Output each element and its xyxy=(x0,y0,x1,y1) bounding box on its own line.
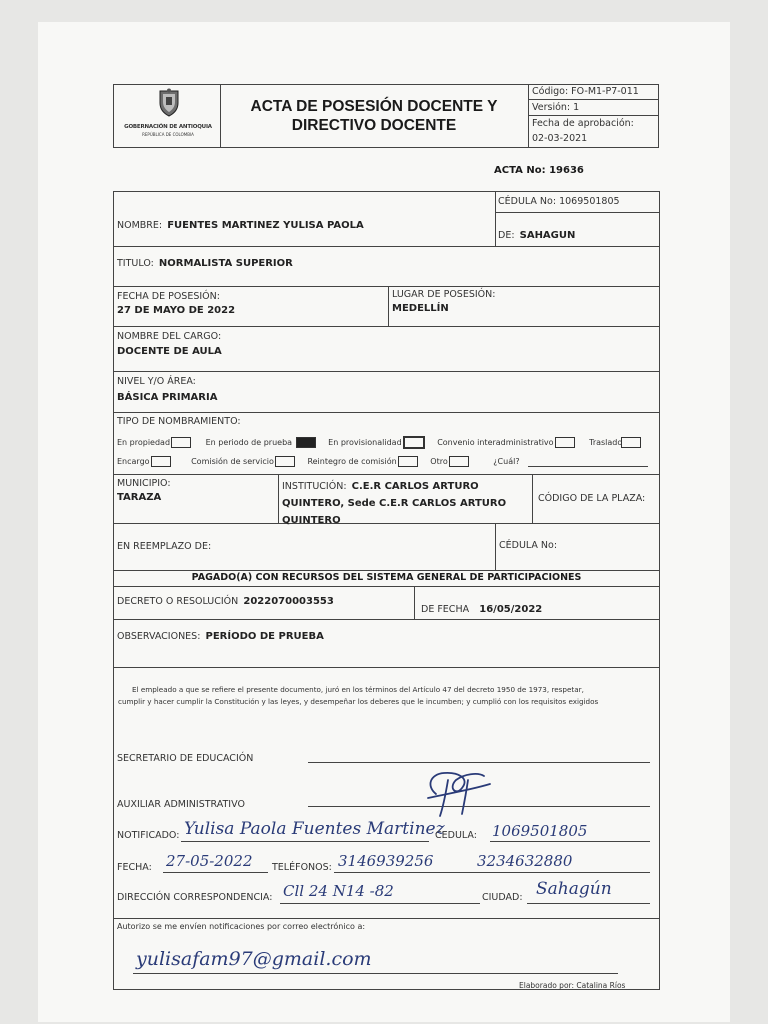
institucion-field: INSTITUCIÓN: C.E.R CARLOS ARTURO QUINTERO, Sede C.E.R CARLOS ARTURO QUINTERO xyxy=(282,481,507,526)
nombre-field: NOMBRE: FUENTES MARTINEZ YULISA PAOLA xyxy=(117,220,364,231)
checkbox-reintegro[interactable] xyxy=(398,456,418,467)
document-title-line1: ACTA DE POSESIÓN DOCENTE Y xyxy=(250,98,498,115)
auxiliar-signature xyxy=(418,768,494,824)
checkbox-provisionalidad[interactable] xyxy=(403,436,425,449)
direccion-value: Cll 24 N14 -82 xyxy=(283,882,394,900)
fecha-posesion-value: 27 DE MAYO DE 2022 xyxy=(117,305,236,316)
reemplazo-label: EN REEMPLAZO DE: xyxy=(117,541,212,552)
acta-number: ACTA No: 19636 xyxy=(494,165,584,176)
checkbox-propiedad[interactable] xyxy=(171,437,191,448)
cedula-notificado-label: CEDULA: xyxy=(435,830,477,841)
cargo-value: DOCENTE DE AULA xyxy=(117,346,222,357)
codigo-plaza-label: CÓDIGO DE LA PLAZA: xyxy=(538,493,646,504)
auxiliar-label: AUXILIAR ADMINISTRATIVO xyxy=(117,799,245,810)
checkbox-comision[interactable] xyxy=(275,456,295,467)
cedula-reemplazo-label: CÉDULA No: xyxy=(499,540,558,551)
fecha-value: 27-05-2022 xyxy=(166,852,253,870)
notificado-value: Yulisa Paola Fuentes Martinez xyxy=(184,819,445,839)
oath-text: El empleado a que se refiere el presente documento, juró en los términos del Artículo 47 del decreto 1950 de 1973, respetar, cumplir y hacer cumplir la Constitución y las leyes, y desempeñar los deberes que le incumben; y cumplió con los requisitos exigidos xyxy=(118,685,599,706)
checkbox-convenio[interactable] xyxy=(555,437,575,448)
nivel-label: NIVEL Y/O ÁREA: xyxy=(117,376,196,387)
de-field: DE: SAHAGUN xyxy=(498,230,576,241)
municipio-value: TARAZA xyxy=(117,492,162,503)
cedula-notificado-value: 1069501805 xyxy=(492,822,588,840)
titulo-field: TITULO: NORMALISTA SUPERIOR xyxy=(117,258,293,269)
municipio-label: MUNICIPIO: xyxy=(117,478,171,489)
lugar-posesion-value: MEDELLÍN xyxy=(392,303,449,314)
fecha-posesion-label: FECHA DE POSESIÓN: xyxy=(117,291,220,302)
elaborado-por: Elaborado por: Catalina Ríos xyxy=(519,981,626,990)
autorizo-text: Autorizo se me envíen notificaciones por correo electrónico a: xyxy=(117,922,366,931)
pagado-banner: PAGADO(A) CON RECURSOS DEL SISTEMA GENERAL DE PARTICIPACIONES xyxy=(191,572,582,583)
tipo-options-row2: Encargo Comisión de servicio Reintegro de comisión Otro ¿Cuál? xyxy=(117,457,520,466)
ciudad-label: CIUDAD: xyxy=(482,892,523,903)
cargo-label: NOMBRE DEL CARGO: xyxy=(117,331,222,342)
form-version: Versión: 1 xyxy=(532,102,580,113)
tipo-options-row1: En propiedad En periodo de prueba En provisionalidad Convenio interadministrativo Traslado xyxy=(117,436,647,449)
ciudad-value: Sahagún xyxy=(536,879,612,899)
secretario-label: SECRETARIO DE EDUCACIÓN xyxy=(117,753,254,764)
approval-date-label: Fecha de aprobación: xyxy=(532,118,634,129)
telefono-2: 3234632880 xyxy=(477,852,573,870)
checkbox-periodo-prueba[interactable] xyxy=(296,437,316,448)
telefono-1: 3146939256 xyxy=(338,852,434,870)
secretario-signature-line xyxy=(308,762,650,763)
lugar-posesion-label: LUGAR DE POSESIÓN: xyxy=(392,289,496,300)
cedula-field: CÉDULA No: 1069501805 xyxy=(498,196,620,207)
form-code: Código: FO-M1-P7-011 xyxy=(532,86,639,97)
email-value: yulisafam97@gmail.com xyxy=(136,948,372,970)
nivel-value: BÁSICA PRIMARIA xyxy=(117,392,218,403)
checkbox-traslado[interactable] xyxy=(621,437,641,448)
org-name: GOBERNACIÓN DE ANTIOQUIA xyxy=(124,124,212,130)
notificado-label: NOTIFICADO: xyxy=(117,830,180,841)
telefonos-label: TELÉFONOS: xyxy=(272,862,332,873)
decreto-field: DECRETO O RESOLUCIÓN 2022070003553 xyxy=(117,596,334,607)
approval-date: 02-03-2021 xyxy=(532,133,588,144)
de-fecha-field: DE FECHA 16/05/2022 xyxy=(421,604,543,615)
observaciones-field: OBSERVACIONES: PERÍODO DE PRUEBA xyxy=(117,631,324,642)
document-title-line2: DIRECTIVO DOCENTE xyxy=(291,117,457,134)
fecha-label: FECHA: xyxy=(117,862,152,873)
direccion-label: DIRECCIÓN CORRESPONDENCIA: xyxy=(117,892,273,903)
checkbox-encargo[interactable] xyxy=(151,456,171,467)
org-subtitle: REPÚBLICA DE COLOMBIA xyxy=(142,132,194,137)
tipo-nombramiento-label: TIPO DE NOMBRAMIENTO: xyxy=(117,416,241,427)
checkbox-otro[interactable] xyxy=(449,456,469,467)
coat-of-arms-logo xyxy=(156,88,182,118)
